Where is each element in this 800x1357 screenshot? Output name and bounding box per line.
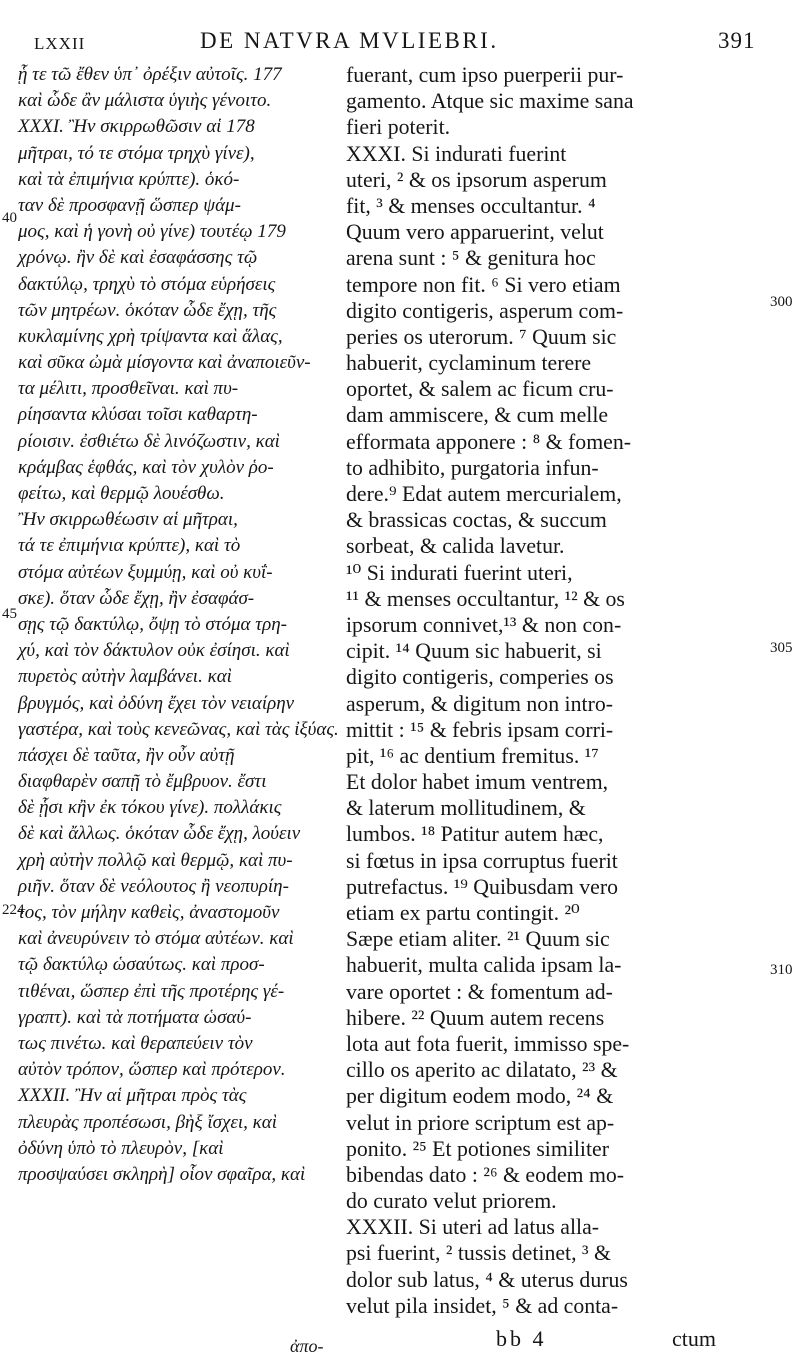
greek-text-line: ᾗ τε τῶ ἔθεν ὑπ᾽ ὀρέξιν αὐτοῖς. 177 xyxy=(18,64,282,85)
latin-text-line: ¹⁰ Si indurati fuerint uteri, xyxy=(346,560,573,585)
latin-text-line: ipsorum connivet,¹³ & non con- xyxy=(346,612,622,637)
greek-text-line: χύ, καὶ τὸν δάκτυλον οὐκ ἐσίησι. καὶ xyxy=(18,640,290,662)
latin-text-line: etiam ex partu contingit. ²⁰ xyxy=(346,901,580,925)
greek-text-line: κράμβας ἑφθάς, καὶ τὸν χυλὸν ῥο- xyxy=(18,456,274,478)
latin-text-line: cipit. ¹⁴ Quum sic habuerit, si xyxy=(346,639,602,664)
margin-number: 45 xyxy=(2,606,17,622)
latin-text-line: do curato velut priorem. xyxy=(346,1189,557,1214)
latin-text-line: dere.⁹ Edat autem mercurialem, xyxy=(346,482,622,506)
greek-text-line: σῃς τῷ δακτύλῳ, ὄψῃ τὸ στόμα τρη- xyxy=(18,613,287,635)
margin-number: 305 xyxy=(770,640,793,656)
latin-text-line: sorbeat, & calida lavetur. xyxy=(346,534,565,559)
latin-text-line: Sæpe etiam aliter. ²¹ Quum sic xyxy=(346,927,610,952)
latin-text-line: cillo os aperito ac dilatato, ²³ & xyxy=(346,1058,618,1083)
latin-text-line: mittit : ¹⁵ & febris ipsam corri- xyxy=(346,717,614,742)
latin-text-line: dolor sub latus, ⁴ & uterus durus xyxy=(346,1267,628,1292)
running-title: DE NATVRA MVLIEBRI. xyxy=(200,28,499,53)
margin-number: 310 xyxy=(770,962,793,978)
latin-text-line: XXXII. Si uteri ad latus alla- xyxy=(346,1215,600,1240)
greek-text-line: ρίοισιν. ἐσθιέτω δὲ λινόζωστιν, καὶ xyxy=(18,430,280,452)
greek-text-line: XXXII. Ἢν αἱ μῆτραι πρὸς τὰς xyxy=(18,1085,247,1107)
latin-text-line: velut in priore scriptum est ap- xyxy=(346,1110,615,1135)
greek-text-line: ρίησαντα κλύσαι τοῖσι καθαρτη- xyxy=(18,404,258,426)
greek-text-line: τως πινέτω. καὶ θεραπεύειν τὸν xyxy=(18,1032,253,1054)
greek-text-line: αὐτὸν τρόπον, ὥσπερ καὶ πρότερον. xyxy=(18,1059,286,1081)
greek-text-line: καὶ ὧδε ἂν μάλιστα ὑγιὴς γένοιτο. xyxy=(18,90,272,112)
greek-text-line: κυκλαμίνης χρὴ τρίψαντα καὶ ἅλας, xyxy=(18,325,283,347)
latin-text-line: Et dolor habet imum ventrem, xyxy=(346,770,609,795)
greek-text-line: τος, τὸν μήλην καθεὶς, ἀναστομοῦν xyxy=(18,902,280,923)
latin-text-line: arena sunt : ⁵ & genitura hoc xyxy=(346,246,596,271)
latin-text-line: to adhibito, purgatoria infun- xyxy=(346,455,599,480)
greek-text-line: προσψαύσει σκληρὴ] οἷον σφαῖρα, καὶ xyxy=(18,1163,306,1185)
greek-column xyxy=(18,62,340,1188)
greek-text-line: καὶ τὰ ἐπιμήνια κρύπτε). ὁκό- xyxy=(18,168,240,190)
latin-text-line: & brassicas coctas, & succum xyxy=(346,508,607,533)
greek-text-line: καὶ σῦκα ὠμὰ μίσγοντα καὶ ἀναποιεῦν- xyxy=(18,352,311,374)
latin-text-line: efformata apponere : ⁸ & fomen- xyxy=(346,429,631,454)
greek-text-line: ὀδύνη ὑπὸ τὸ πλευρὸν, [καὶ xyxy=(18,1137,224,1159)
catchword-latin: ctum xyxy=(672,1326,716,1351)
latin-text-line: fit, ³ & menses occultantur. ⁴ xyxy=(346,193,596,218)
greek-text-line: στόμα αὐτέων ξυμμύῃ, καὶ οὐ κυΐ- xyxy=(18,561,273,583)
latin-text-line: Quum vero apparuerint, velut xyxy=(346,220,604,245)
latin-text-line: bibendas dato : ²⁶ & eodem mo- xyxy=(346,1162,625,1187)
greek-text-line: ταν δὲ προσφανῇ ὥσπερ ψάμ- xyxy=(18,194,241,216)
greek-text-line: σκε). ὅταν ὧδε ἔχῃ, ἢν ἐσαφάσ- xyxy=(18,587,255,609)
greek-text-line: βρυγμός, καὶ ὀδύνη ἔχει τὸν νειαίρην xyxy=(18,692,295,714)
greek-text-line: μῆτραι, τό τε στόμα τρηχὺ γίνε), xyxy=(18,142,255,164)
latin-text-line: & laterum mollitudinem, & xyxy=(346,796,586,821)
latin-text-line: si fœtus in ipsa corruptus fuerit xyxy=(346,848,618,873)
latin-text-line: asperum, & digitum non intro- xyxy=(346,691,613,716)
greek-text-line: δὲ ᾗσι κἢν ἐκ τόκου γίνε). πολλάκις xyxy=(18,797,282,819)
latin-text-line: lumbos. ¹⁸ Patitur autem hæc, xyxy=(346,822,604,847)
latin-text-line: psi fuerint, ² tussis detinet, ³ & xyxy=(346,1241,611,1266)
latin-text-line: velut pila insidet, ⁵ & ad conta- xyxy=(346,1293,619,1318)
greek-text-line: πυρετὸς αὐτὴν λαμβάνει. καὶ xyxy=(18,666,232,688)
latin-text-line: vare oportet : & fomentum ad- xyxy=(346,979,613,1004)
catchword-greek: ἀπο- xyxy=(290,1336,324,1356)
latin-text-line: dam ammiscere, & cum melle xyxy=(346,403,609,428)
greek-text-line: XXXI. Ἢν σκιρρωθῶσιν αἱ 178 xyxy=(18,116,255,138)
latin-text-line: putrefactus. ¹⁹ Quibusdam vero xyxy=(346,874,618,899)
greek-text-line: τῷ δακτύλῳ ὡσαύτως. καὶ προσ- xyxy=(18,954,265,976)
greek-text-line: γραπτ). καὶ τὰ ποτήματα ὡσαύ- xyxy=(18,1006,252,1028)
latin-text-line: ¹¹ & menses occultantur, ¹² & os xyxy=(346,586,625,611)
greek-text-line: τιθέναι, ὥσπερ ἐπὶ τῆς προτέρης γέ- xyxy=(18,980,285,1002)
margin-number: 40 xyxy=(2,210,17,226)
greek-text-line: πλευρὰς προπέσωσι, βὴξ ἴσχει, καὶ xyxy=(18,1111,278,1133)
latin-text-line: uteri, ² & os ipsorum asperum xyxy=(346,167,607,192)
greek-text-line: τῶν μητρέων. ὁκόταν ὧδε ἔχῃ, τῆς xyxy=(18,299,277,321)
latin-text-line: digito contigeris, asperum com- xyxy=(346,298,624,323)
latin-text-line: tempore non fit. ⁶ Si vero etiam xyxy=(346,272,621,297)
latin-text-line: lota aut fota fuerit, immisso spe- xyxy=(346,1031,630,1056)
header-left: LXXII xyxy=(34,34,86,53)
latin-text-line: per digitum eodem modo, ²⁴ & xyxy=(346,1084,614,1109)
latin-text-line: hibere. ²² Quum autem recens xyxy=(346,1005,605,1030)
greek-text-line: χρὴ αὐτὴν πολλῷ καὶ θερμῷ, καὶ πυ- xyxy=(18,849,293,871)
page-number: 391 xyxy=(718,28,756,53)
latin-text-line: oportet, & salem ac ficum cru- xyxy=(346,377,614,402)
greek-text-line: δὲ καὶ ἄλλως. ὁκόταν ὧδε ἔχῃ, λούειν xyxy=(18,823,301,845)
latin-text-line: habuerit, cyclaminum terere xyxy=(346,351,592,376)
greek-text-line: φείτω, καὶ θερμῷ λουέσθω. xyxy=(18,483,225,504)
greek-text-line: τα μέλιτι, προσθεῖναι. καὶ πυ- xyxy=(18,378,239,400)
greek-text-line: καὶ ἀνευρύνειν τὸ στόμα αὐτέων. καὶ xyxy=(18,928,294,950)
latin-text-line: fieri poterit. xyxy=(346,115,451,140)
latin-text-line: gamento. Atque sic maxime sana xyxy=(346,89,634,114)
signature-mark: bb 4 xyxy=(496,1326,547,1351)
latin-text-line: peries os uterorum. ⁷ Quum sic xyxy=(346,324,617,349)
greek-text-line: γαστέρα, καὶ τοὺς κενεῶνας, καὶ τὰς ἰξύας. xyxy=(18,718,339,740)
latin-text-line: habuerit, multa calida ipsam la- xyxy=(346,953,622,978)
greek-text-line: τά τε ἐπιμήνια κρύπτε), καὶ τὸ xyxy=(18,535,241,557)
latin-text-line: pit, ¹⁶ ac dentium fremitus. ¹⁷ xyxy=(346,743,599,768)
greek-text-line: δακτύλῳ, τρηχὺ τὸ στόμα εὑρήσεις xyxy=(18,273,276,295)
greek-text-line: πάσχει δὲ ταῦτα, ἢν οὖν αὐτῇ xyxy=(18,744,235,766)
latin-text-line: fuerant, cum ipso puerperii pur- xyxy=(346,63,624,87)
margin-number: 300 xyxy=(770,294,793,310)
greek-text-line: μος, καὶ ἡ γονὴ οὐ γίνε) τουτέῳ 179 xyxy=(18,221,286,243)
latin-column xyxy=(346,62,766,1319)
greek-text-line: διαφθαρὲν σαπῇ τὸ ἔμβρυον. ἔστι xyxy=(18,771,267,793)
greek-text-line: χρόνῳ. ἢν δὲ καὶ ἐσαφάσσης τῷ xyxy=(18,247,258,269)
latin-text-line: XXXI. Si indurati fuerint xyxy=(346,141,567,166)
margin-number: 224 xyxy=(2,902,25,918)
latin-text-line: digito contigeris, comperies os xyxy=(346,665,614,690)
latin-text-line: ponito. ²⁵ Et potiones similiter xyxy=(346,1136,609,1161)
greek-text-line: ριῆν. ὅταν δὲ νεόλουτος ἢ νεοπυρίη- xyxy=(18,875,289,897)
greek-text-line: Ἢν σκιρρωθέωσιν αἱ μῆτραι, xyxy=(18,509,238,531)
